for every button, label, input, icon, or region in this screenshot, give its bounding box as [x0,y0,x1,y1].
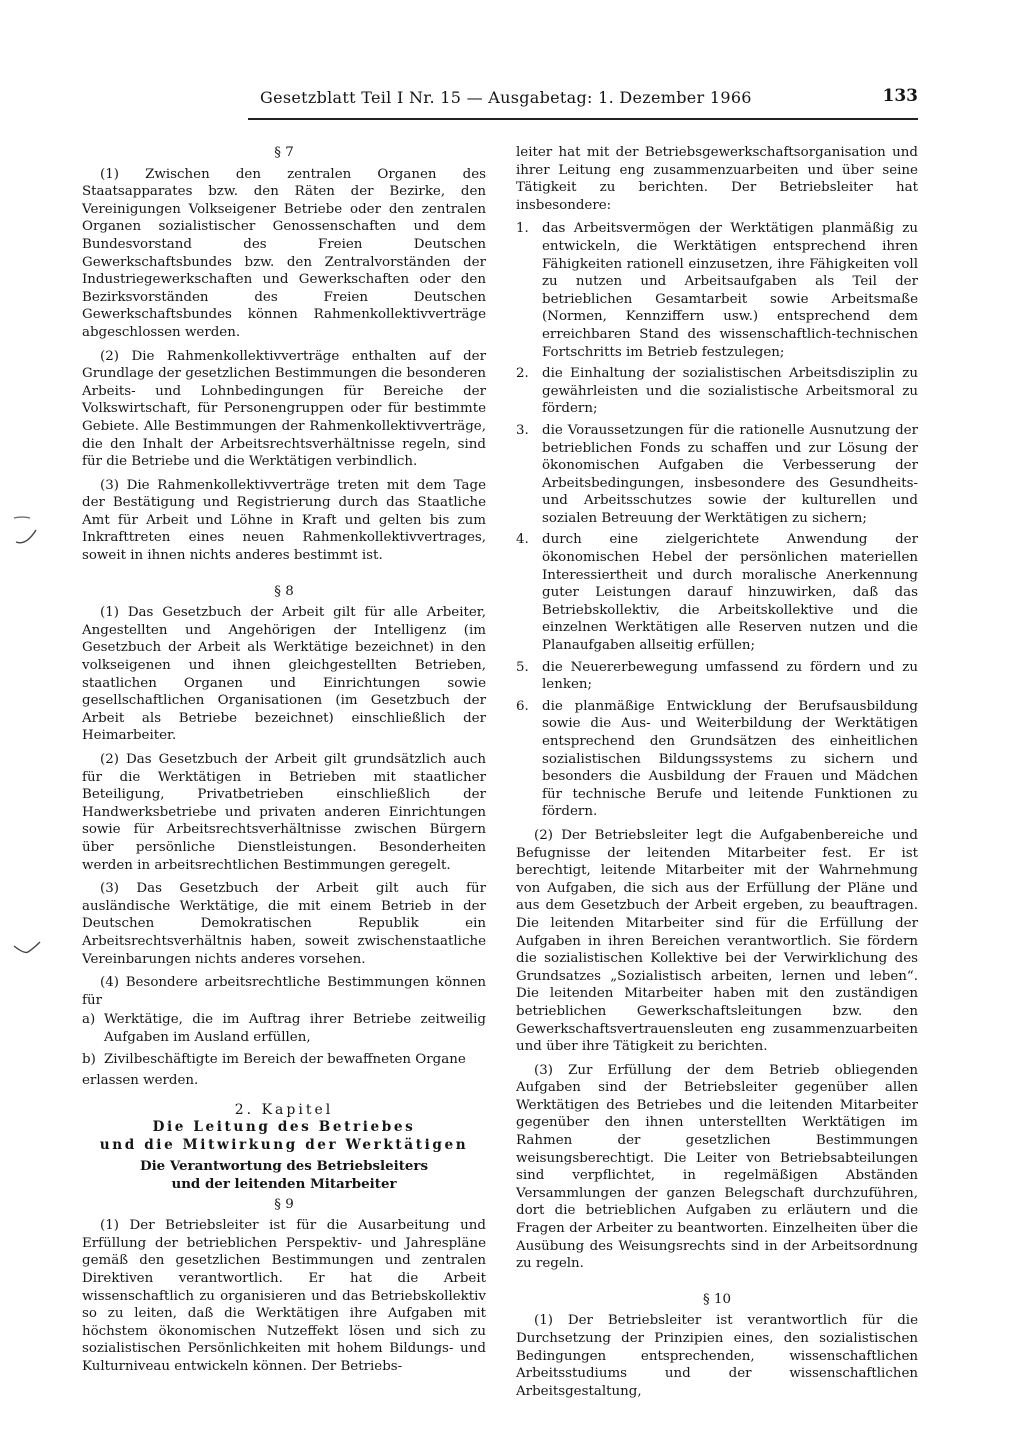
numbered-list [516,220,918,821]
list-item-text: die Voraussetzungen für die rationelle Ausnutzung der betrieblichen Fonds zu schaffen und zur Lösung der ökonomischen Aufgaben die Verbesserung der Arbeitsbedingungen, insbesondere des Gesundheits- und Arbeitsschutzes sowie der kulturellen und sozialen Betreuung der Werktätigen zu sichern; [542,422,918,526]
paragraph: (1) Der Betriebsleiter ist verantwortlich für die Durchsetzung der Prinzipien eines, den sozialistischen Bedingungen entsprechenden, wissenschaftlichen Arbeitsstudiums und der wissenschaftlichen Arbeitsgestaltung, [516,1313,918,1399]
header-title: Gesetzblatt Teil I Nr. 15 — Ausgabetag: 1. Dezember 1966 [260,88,752,107]
right-column [516,144,918,1406]
list-item-text: Werktätige, die im Auftrag ihrer Betriebe zeitweilig Aufgaben im Ausland erfüllen, [104,1012,486,1045]
paragraph: (3) Die Rahmenkollektivverträge treten mit dem Tage der Bestätigung und Registrierung durch das Staatliche Amt für Arbeit und Löhne in Kraft und gelten bis zum Inkrafttreten eines neuen Rahmenkollektivvertrages, soweit in ihnen nichts anderes bestimmt ist. [82,477,486,564]
section-heading-7: § 7 [274,145,294,160]
paragraph: erlassen werden. [82,1073,199,1089]
list-item [516,531,918,654]
page-header [248,86,918,116]
list-item [516,659,918,694]
margin-check-mark-icon [10,506,40,550]
list-item-marker: 3. [516,422,529,438]
section-heading-10: § 10 [703,1291,731,1307]
list-item-text: Zivilbeschäftigte im Bereich der bewaffneten Organe [104,1051,466,1067]
list-item-marker: 1. [516,221,529,237]
section-heading-8: § 8 [274,583,294,599]
paragraph: (2) Die Rahmenkollektivverträge enthalten auf der Grundlage der gesetzlichen Bestimmungen die besonderen Arbeits- und Lohnbedingungen für Bereiche der Volkswirtschaft, für Personengruppen oder für bestimmte Gebiete. Alle Bestimmungen der Rahmenkollektivverträge, die den Inhalt der Arbeitsrechtsverhältnisse regeln, sind für die Betriebe und die Werktätigen verbindlich. [82,348,486,470]
margin-check-mark-icon [10,936,44,960]
paragraph: (3) Zur Erfüllung der dem Betrieb obliegenden Aufgaben sind der Betriebsleiter gegenüber allen Werktätigen des Betriebes und die leitenden Mitarbeiter gegenüber den ihnen unterstellten Werktätigen im Rahmen der gesetzlichen Bestimmungen weisungsberechtigt. Die Leiter von Betriebsabteilungen sind verpflichtet, in regelmäßigen Abständen Versammlungen der ganzen Belegschaft durchzuführen, dort die betrieblichen Aufgaben zu erläutern und die Fragen der Arbeiter zu beantworten. Einzelheiten über die Ausübung des Weisungsrechts sind in der Arbeitsordnung zu regeln. [516,1062,918,1272]
list-item-marker: 4. [516,532,529,548]
paragraph: leiter hat mit der Betriebsgewerkschaftsorganisation und ihrer Leitung eng zusammenzuarbeiten und über seine Tätigkeit zu berichten. Der Betriebsleiter hat insbesondere: [516,145,918,213]
list-item-marker: 6. [516,698,529,714]
list-item [82,1051,486,1069]
list-item-text: die planmäßige Entwicklung der Berufsausbildung sowie die Aus- und Weiterbildung der Werktätigen entsprechend den Grundsätzen des einheitlichen sozialistischen Bildungssystems zu sichern und besonders die Ausbildung der Frauen und Mädchen für technische Berufe und leitende Funktionen zu fördern. [542,698,918,820]
list-item-text: die Neuererbewegung umfassend zu fördern und zu lenken; [542,659,918,693]
paragraph: (2) Das Gesetzbuch der Arbeit gilt grundsätzlich auch für die Werktätigen in Betrieben mit staatlicher Beteiligung, Privatbetrieben einschließlich der Handwerksbetriebe und privaten anderen Einrichtungen sowie für Arbeitsrechtsverhältnisse zwischen Bürgern über persönliche Dienstleistungen. Besonderheiten werden in arbeitsrechtlichen Bestimmungen geregelt. [82,752,486,873]
header-rule [248,118,918,120]
chapter-title: und die Mitwirkung der Werktätigen [99,1136,469,1153]
list-item [516,698,918,821]
section-subtitle: Die Verantwortung des Betriebsleiters [139,1158,429,1175]
list-item-marker: b) [82,1051,96,1067]
paragraph: (1) Der Betriebsleiter ist für die Ausarbeitung und Erfüllung der betrieblichen Perspektiv- und Jahrespläne gemäß den gesetzlichen Bestimmungen und zentralen Direktiven verantwortlich. Er hat die Arbeit wissenschaftlich zu organisieren und das Betriebskollektiv so zu leiten, daß die Werktätigen ihre Aufgaben mit höchstem ökonomischen Nutzeffekt lösen und sich zu sozialistischen Persönlichkeiten mit hohem Bildungs- und Kulturniveau entwickeln können. Der Betriebs- [82,1218,486,1374]
paragraph: (2) Der Betriebsleiter legt die Aufgabenbereiche und Befugnisse der leitenden Mitarbeiter fest. Er ist berechtigt, leitende Mitarbeiter mit der Wahrnehmung von Aufgaben, die sich aus der Erfüllung der Pläne und aus dem Gesetzbuch der Arbeit ergeben, zu beauftragen. Die leitenden Mitarbeiter sind für die Erfüllung der Aufgaben in ihren Bereichen verantwortlich. Sie fördern die sozialistischen Kollektive bei der Verwirklichung des Grundsatzes „Sozialistisch arbeiten, lernen und leben“. Die leitenden Mitarbeiter haben mit den zuständigen betrieblichen Gewerkschaftsleitungen bzw. den Gewerkschaftsvertrauensleuten eng zusammenzuarbeiten und über ihre Tätigkeit zu berichten. [516,827,918,1055]
list-item-text: die Einhaltung der sozialistischen Arbeitsdisziplin zu gewährleisten und die sozialistische Arbeitsmoral zu fördern; [542,366,918,417]
alpha-list [82,1011,486,1068]
chapter-title: Die Leitung des Betriebes [152,1119,416,1136]
page-number: 133 [882,86,918,106]
list-item [516,220,918,361]
list-item-marker: 2. [516,366,529,382]
list-item-text: das Arbeitsvermögen der Werktätigen planmäßig zu entwickeln, die Werktätigen entsprechend ihren Fähigkeiten rationell einzusetzen, ihre Fähigkeiten voll zu nutzen und Arbeitsaufgaben als Teil der betrieblichen Gesamtarbeit sowie Arbeitsmaße (Normen, Kennziffern usw.) entsprechend dem erreichbaren Stand des wissenschaftlich-technischen Fortschritts im Betrieb festzulegen; [542,221,918,360]
list-item [82,1011,486,1046]
list-item-marker: 5. [516,659,529,675]
paragraph: (3) Das Gesetzbuch der Arbeit gilt auch für ausländische Werktätige, die mit einem Betrieb in der Deutschen Demokratischen Republik ein Arbeitsrechtsverhältnis haben, soweit zwischenstaatliche Vereinbarungen nichts anderes vorsehen. [82,881,486,967]
chapter-label: 2. Kapitel [234,1101,334,1118]
left-column [82,144,486,1382]
section-heading-9: § 9 [274,1196,294,1212]
section-subtitle: und der leitenden Mitarbeiter [171,1176,397,1193]
paragraph: (1) Das Gesetzbuch der Arbeit gilt für alle Arbeiter, Angestellten und Angehörigen der Intelligenz (im Gesetzbuch der Arbeit als Werktätige bezeichnet) in den volkseigenen und ihnen gleichgestellten Betrieben, staatlichen Organen und Einrichtungen sowie gesellschaftlichen Organisationen (im Gesetzbuch der Arbeit als Betriebe bezeichnet) einschließlich der Heimarbeiter. [82,605,486,744]
list-item [516,422,918,528]
list-item-marker: a) [82,1012,96,1028]
paragraph: (1) Zwischen den zentralen Organen des Staatsapparates bzw. den Räten der Bezirke, den Vereinigungen Volkseigener Betriebe oder den zentralen Organen sozialistischer Genossenschaften und dem Bundesvorstand des Freien Deutschen Gewerkschaftsbundes bzw. den Zentralvorständen der Industriegewerkschaften und Gewerkschaften oder den Bezirksvorständen des Freien Deutschen Gewerkschaftsbundes können Rahmenkollektivverträge abgeschlossen werden. [82,166,486,340]
list-item [516,365,918,418]
paragraph: (4) Besondere arbeitsrechtliche Bestimmungen können für [82,975,486,1008]
list-item-text: durch eine zielgerichtete Anwendung der ökonomischen Hebel der persönlichen materiellen Interessiertheit und durch moralische Anerkennung guter Leistungen darauf hinzuwirken, daß das Betriebskollektiv, die Arbeitskollektive und die einzelnen Werktätigen alle Reserven nutzen und die Planaufgaben allseitig erfüllen; [542,532,918,654]
